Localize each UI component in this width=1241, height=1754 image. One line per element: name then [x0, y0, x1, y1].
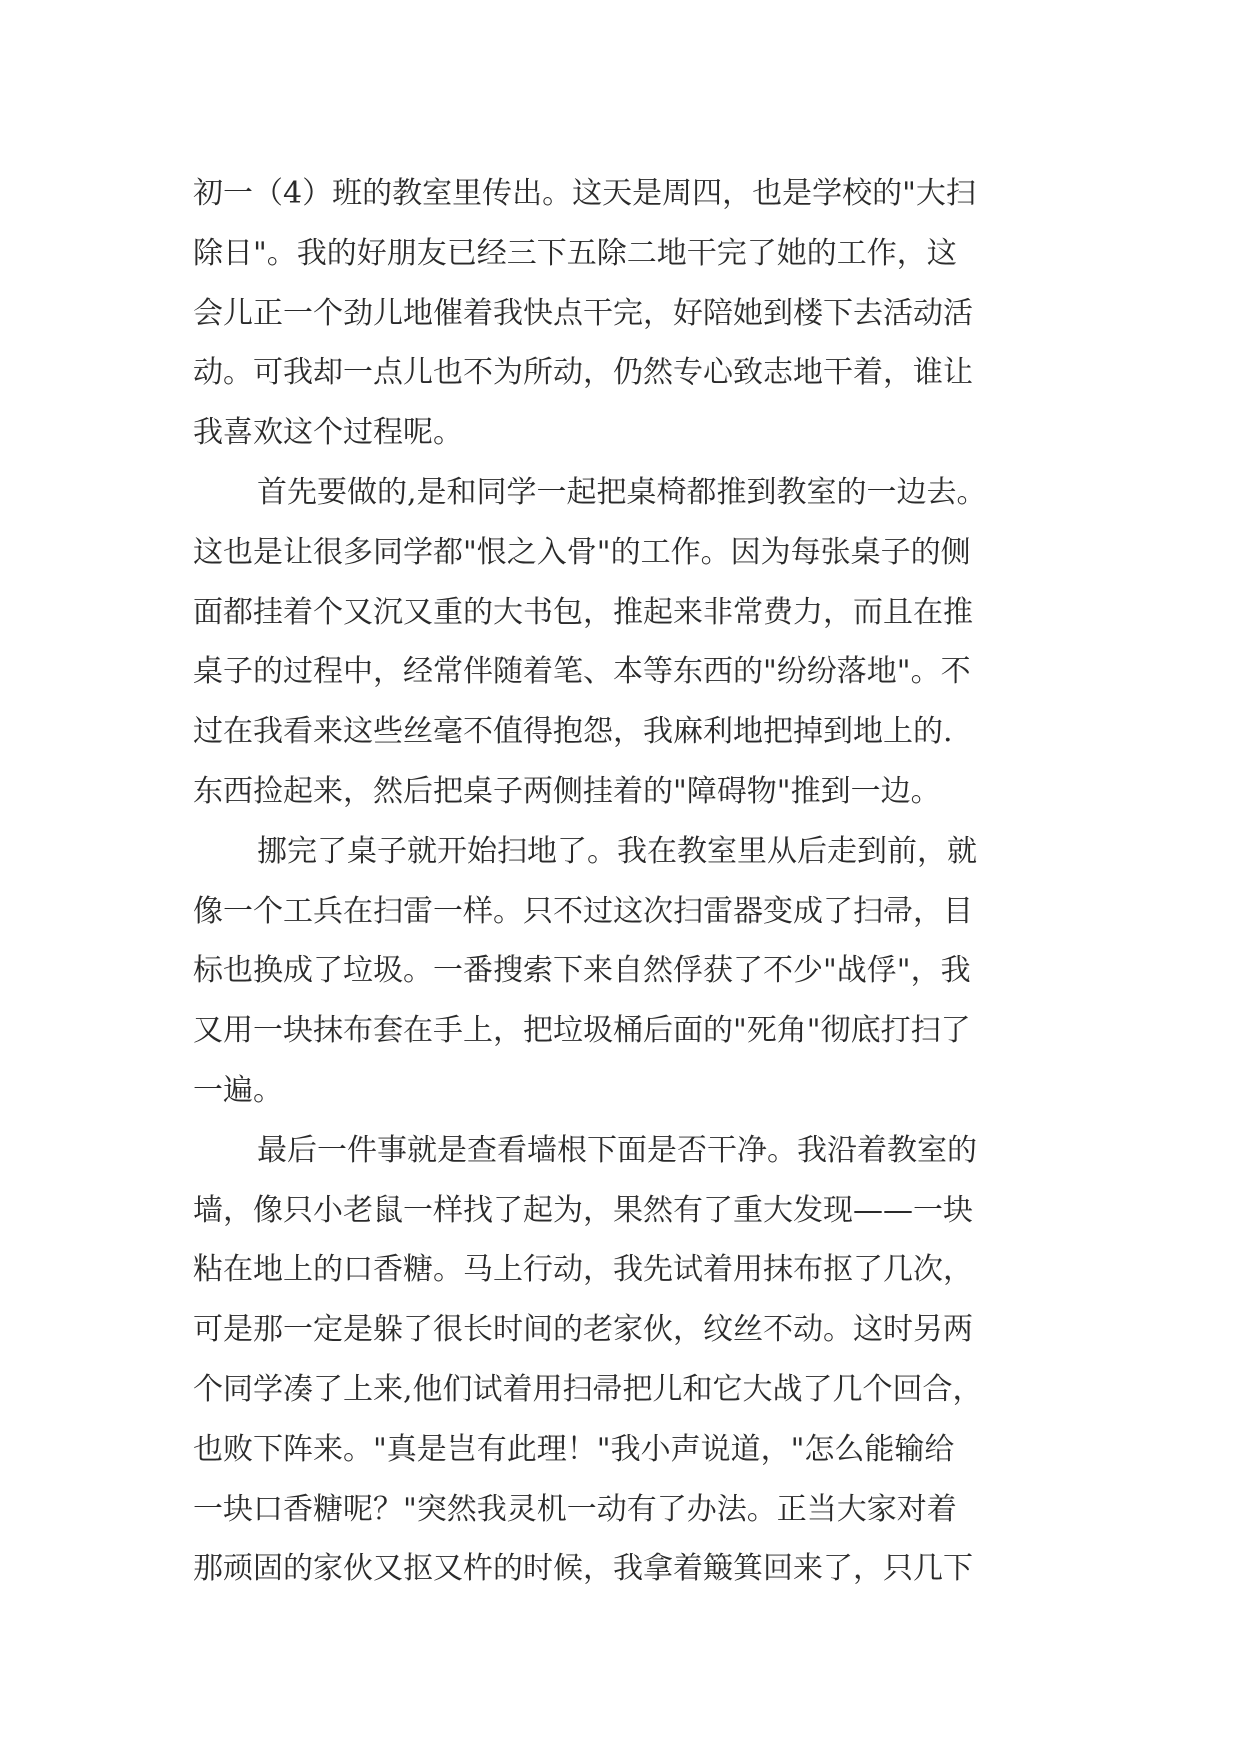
text-line: 可是那一定是躲了很长时间的老家伙，纹丝不动。这时另两 [193, 1312, 973, 1348]
text-line: 动。可我却一点儿也不为所动，仍然专心致志地干着，谁让 [193, 355, 973, 391]
text-line: 标也换成了垃圾。一番搜索下来自然俘获了不少"战俘"，我 [193, 953, 971, 989]
text-line: 一块口香糖呢？"突然我灵机一动有了办法。正当大家对着 [193, 1491, 957, 1527]
text-line: 这也是让很多同学都"恨之入骨"的工作。因为每张桌子的侧 [193, 534, 971, 570]
text-line: 过在我看来这些丝毫不值得抱怨，我麻利地把掉到地上的. [193, 714, 953, 750]
text-line: 个同学凑了上来,他们试着用扫帚把儿和它大战了几个回合， [193, 1371, 983, 1407]
text-line: 东西捡起来，然后把桌子两侧挂着的"障碍物"推到一边。 [193, 773, 941, 809]
text-line: 我喜欢这个过程呢。 [193, 415, 463, 451]
text-line: 像一个工兵在扫雷一样。只不过这次扫雷器变成了扫帚，目 [193, 893, 973, 929]
text-line: 墙，像只小老鼠一样找了起为，果然有了重大发现——一块 [193, 1192, 973, 1228]
text-line: 除日"。我的好朋友已经三下五除二地干完了她的工作，这 [193, 235, 957, 271]
paragraph-first-line: 挪完了桌子就开始扫地了。我在教室里从后走到前，就 [257, 833, 977, 869]
text-line: 面都挂着个又沉又重的大书包，推起来非常费力，而且在推 [193, 594, 973, 630]
essay-body [193, 164, 1063, 1599]
text-line: 粘在地上的口香糖。马上行动，我先试着用抹布抠了几次， [193, 1252, 973, 1288]
paragraph-first-line: 最后一件事就是查看墙根下面是否干净。我沿着教室的 [257, 1132, 977, 1168]
text-line: 又用一块抹布套在手上，把垃圾桶后面的"死角"彻底打扫了 [193, 1013, 971, 1049]
text-line: 一遍。 [193, 1072, 283, 1108]
text-line: 初一（4）班的教室里传出。这天是周四，也是学校的"大扫 [193, 176, 976, 211]
text-line: 也败下阵来。"真是岂有此理！"我小声说道，"怎么能输给 [193, 1431, 955, 1467]
text-line: 桌子的过程中，经常伴随着笔、本等东西的"纷纷落地"。不 [193, 654, 971, 690]
text-line: 那顽固的家伙又抠又杵的时候，我拿着簸箕回来了，只几下 [193, 1551, 973, 1587]
text-line: 会儿正一个劲儿地催着我快点干完，好陪她到楼下去活动活 [193, 295, 973, 331]
paragraph-first-line: 首先要做的,是和同学一起把桌椅都推到教室的一边去。 [257, 474, 987, 510]
